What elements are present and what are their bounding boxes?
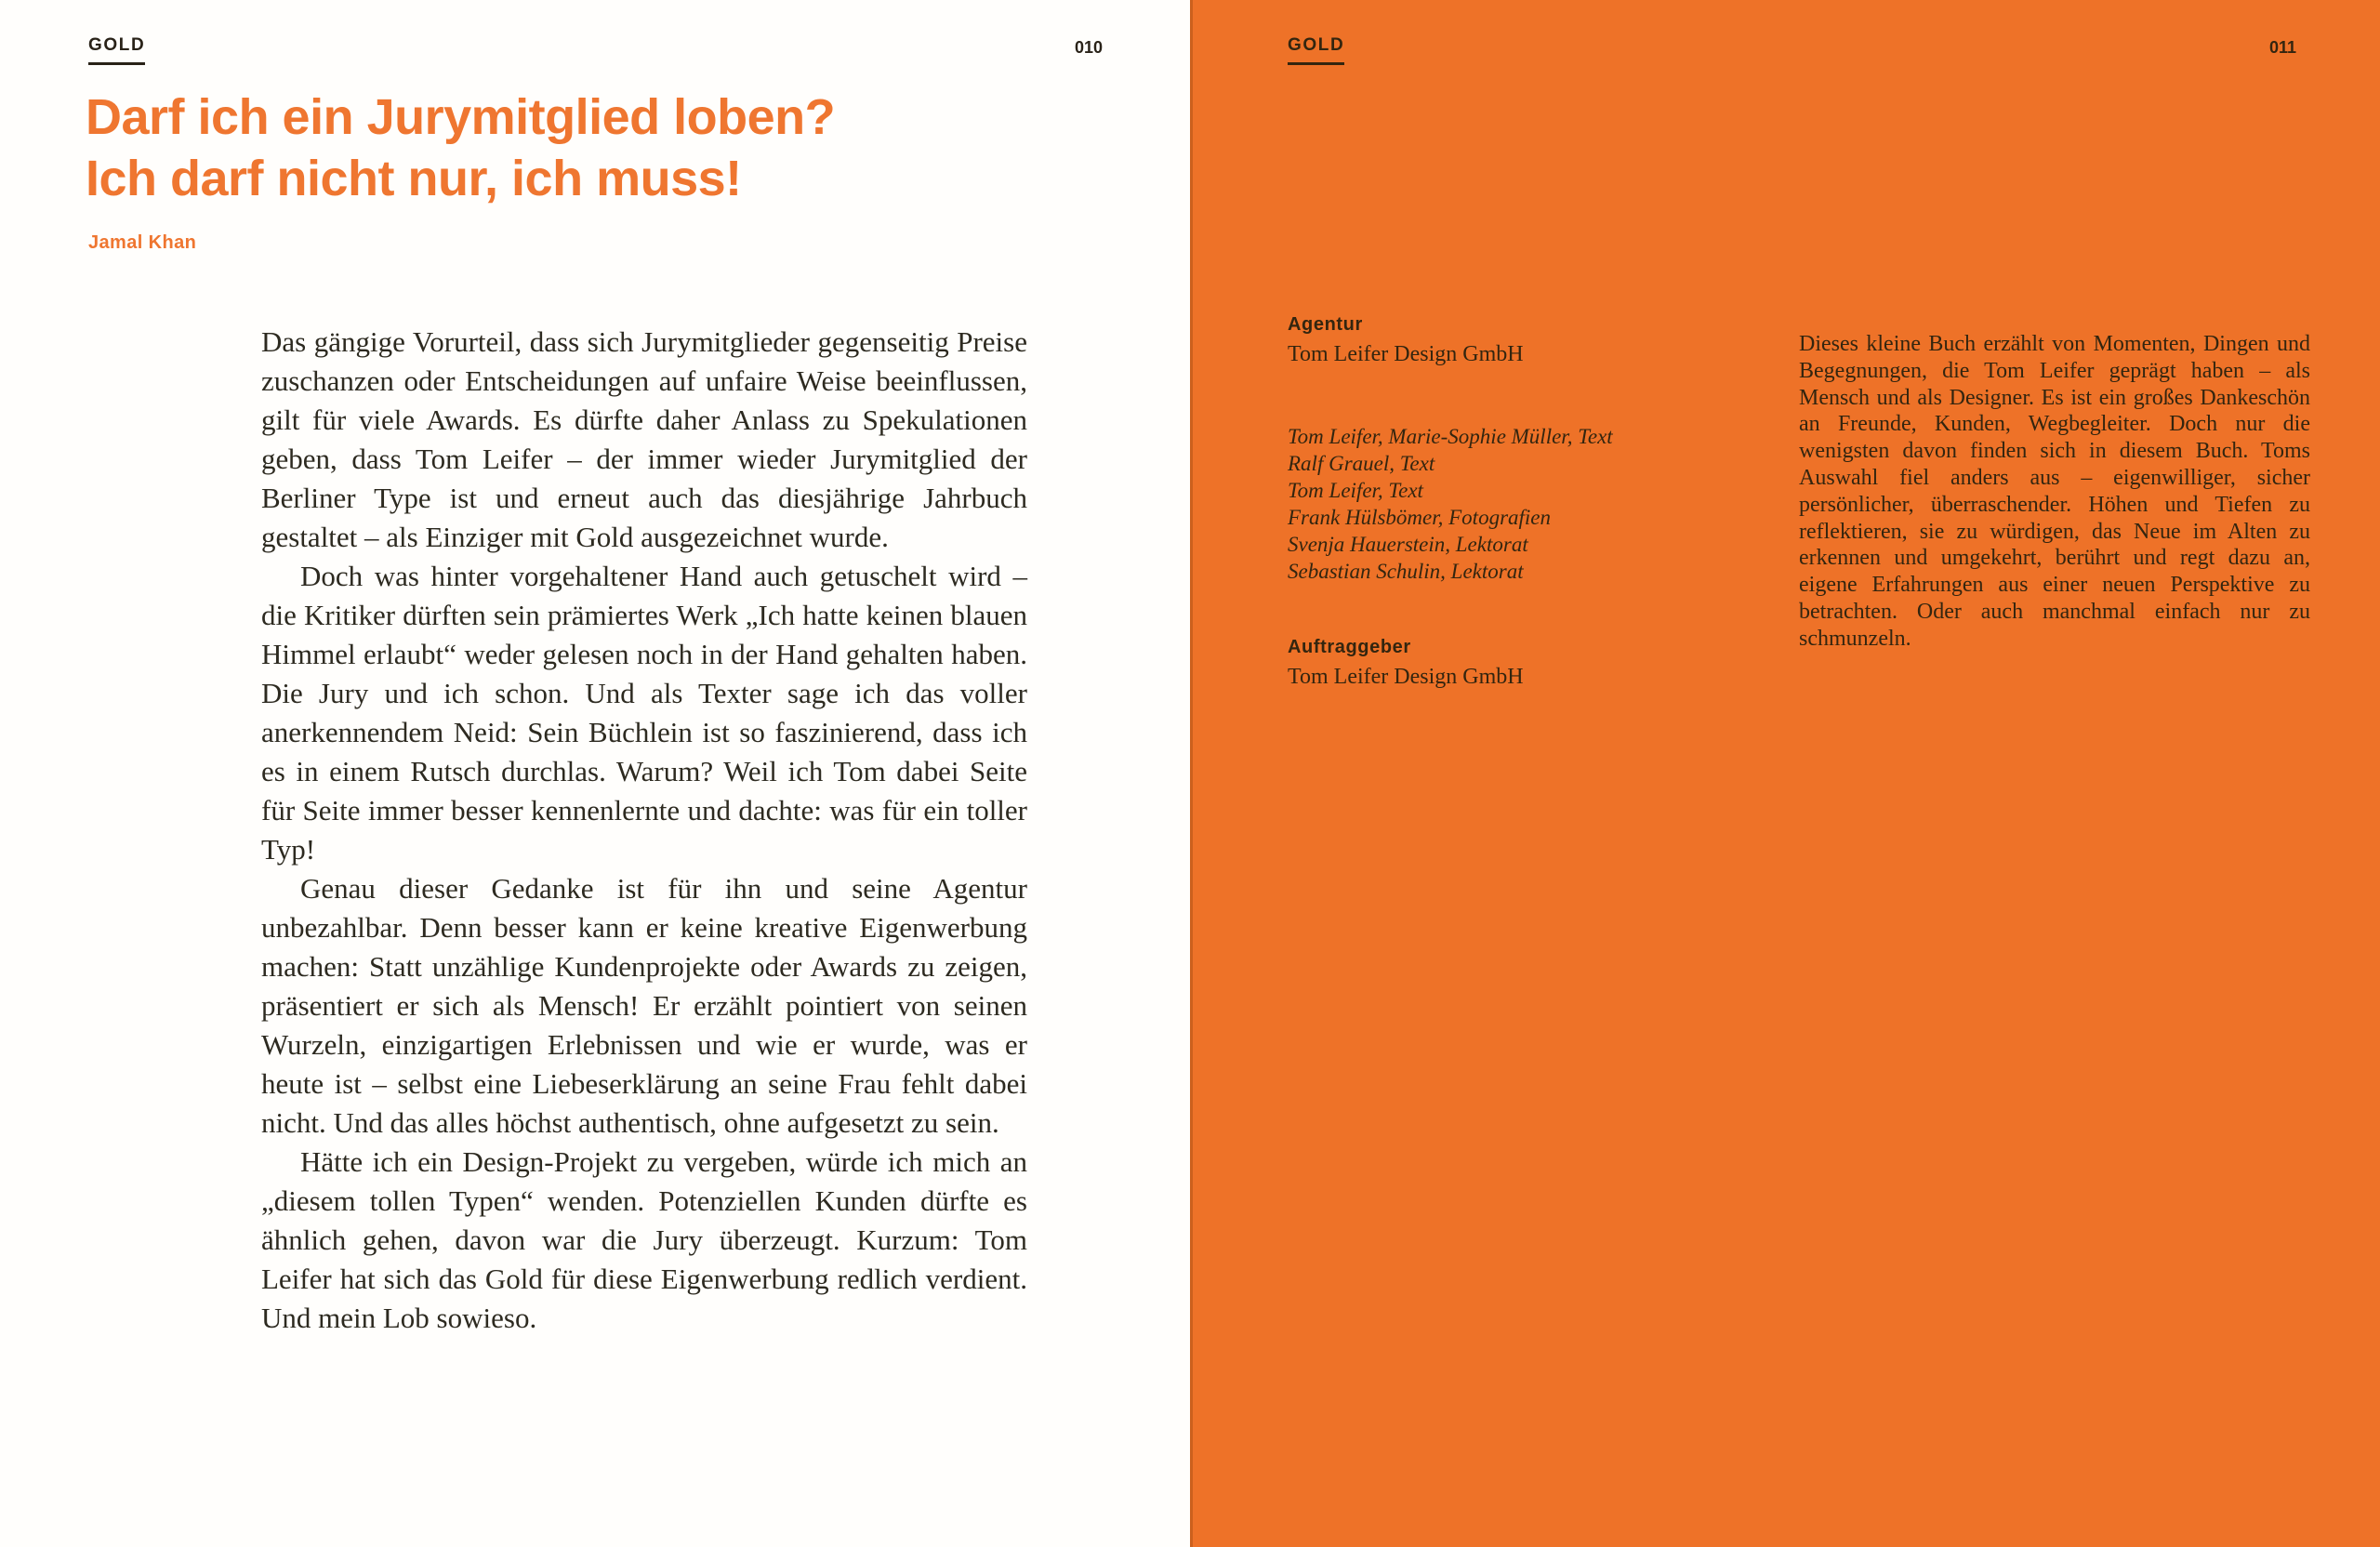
page-number-right: 011 bbox=[2269, 38, 2297, 57]
contributor-line: Tom Leifer, Text bbox=[1288, 479, 1423, 502]
contributors-list bbox=[1288, 423, 1780, 585]
client-value: Tom Leifer Design GmbH bbox=[1288, 665, 1524, 689]
body-paragraph: Genau dieser Gedanke ist für ihn und seine Agentur unbezahlbar. Denn besser kann er keine kreative Eigenwerbung machen: Statt unzählige Kundenprojekte oder Awards zu zeigen, präsentiert er sich als Mensch! Er erzählt pointiert von seinen Wurzeln, einzigartigen Erlebnissen und wie er wurde, was er heute ist – selbst eine Liebeserklärung an seine Frau fehlt dabei nicht. Und das alles höchst authentisch, ohne aufgesetzt zu sein. bbox=[261, 872, 1027, 1139]
body-paragraph: Hätte ich ein Design-Projekt zu vergeben, würde ich mich an „diesem tollen Typen“ wenden. Potenziellen Kunden dürfte es ähnlich gehen, davon war die Jury überzeugt. Kurzum: Tom Leifer hat sich das Gold für diese Eigenwerbung redlich verdient. Und mein Lob sowieso. bbox=[261, 1145, 1027, 1334]
client-label: Auftraggeber bbox=[1288, 637, 1411, 657]
article-title-line1: Darf ich ein Jurymitglied loben? bbox=[86, 89, 836, 145]
running-head-left: GOLD bbox=[88, 35, 145, 65]
agency-value: Tom Leifer Design GmbH bbox=[1288, 342, 1524, 366]
body-paragraph: Das gängige Vorurteil, dass sich Jurymitglieder gegenseitig Preise zuschanzen oder Entscheidungen auf unfaire Weise beeinflussen, gilt für viele Awards. Es dürfte daher Anlass zu Spekulationen geben, dass Tom Leifer – der immer wieder Jurymitglied der Berliner Type ist und erneut auch das diesjährige Jahrbuch gestaltet – als Einziger mit Gold ausgezeichnet wurde. bbox=[261, 325, 1027, 553]
contributor-line: Tom Leifer, Marie-Sophie Müller, Text bbox=[1288, 425, 1613, 448]
contributor-line: Svenja Hauerstein, Lektorat bbox=[1288, 533, 1528, 556]
right-page bbox=[1190, 0, 2380, 1547]
article-title-line2: Ich darf nicht nur, ich muss! bbox=[86, 151, 742, 206]
article-body bbox=[261, 323, 1027, 1338]
body-paragraph: Doch was hinter vorgehaltener Hand auch getuschelt wird – die Kritiker dürften sein prämiertes Werk „Ich hatte keinen blauen Himmel erlaubt“ weder gelesen noch in der Hand gehalten haben. Die Jury und ich schon. Und als Texter sage ich das voller anerkennendem Neid: Sein Büchlein ist so faszinierend, dass ich es in einem Rutsch durchlas. Warum? Weil ich Tom dabei Seite für Seite immer besser kennenlernte und dachte: was für ein toller Typ! bbox=[261, 560, 1027, 866]
running-head-right: GOLD bbox=[1288, 35, 1344, 65]
credits-block bbox=[1288, 314, 1780, 690]
contributor-line: Frank Hülsbömer, Fotografien bbox=[1288, 506, 1552, 529]
client-block bbox=[1288, 637, 1780, 690]
author-name: Jamal Khan bbox=[88, 232, 197, 253]
page-number-left: 010 bbox=[1075, 38, 1104, 57]
agency-label: Agentur bbox=[1288, 314, 1363, 335]
contributor-line: Sebastian Schulin, Lektorat bbox=[1288, 560, 1524, 583]
book-description: Dieses kleine Buch erzählt von Momenten, Dingen und Begegnungen, die Tom Leifer geprägt haben – als Mensch und als Designer. Es ist ein großes Dankeschön an Freunde, Kunden, Wegbegleiter. Doch nur die wenigsten davon finden sich in diesem Buch. Toms Auswahl fiel anders aus – eigenwilliger, sicher persönlicher, überraschender. Höhen und Tiefen zu reflektieren, sie zu würdigen, das Neue im Alten zu erkennen und umgekehrt, berührt und regt dazu an, eigene Erfahrungen aus einer neuen Perspektive zu betrachten. Oder auch manchmal einfach nur zu schmunzeln. bbox=[1799, 332, 2310, 651]
contributor-line: Ralf Grauel, Text bbox=[1288, 452, 1435, 475]
article-title bbox=[86, 86, 835, 209]
